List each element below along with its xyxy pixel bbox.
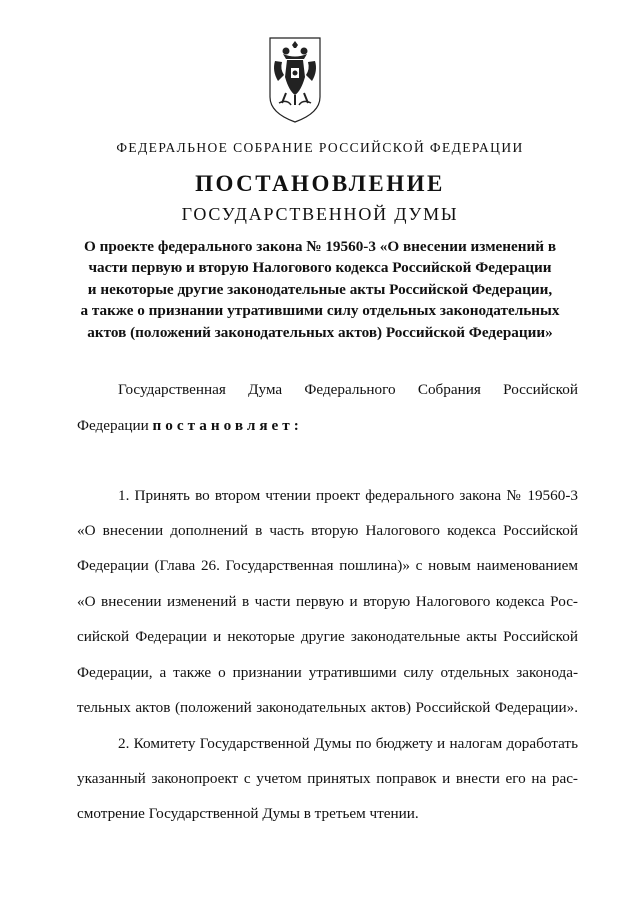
subject-line: части первую и вторую Налогового кодекса Российской Федерации	[88, 259, 552, 277]
paragraph-1-line: тельных актов (положений законодательных актов) Российской Федерации».	[77, 699, 578, 716]
resolution-verb: постановляет:	[152, 417, 303, 434]
subject-line: актов (положений законодательных актов) Российской Федерации»	[87, 323, 553, 341]
paragraph-1-line: «О внесении дополнений в часть вторую Налогового кодекса Российской	[77, 522, 578, 539]
paragraph-2-line: смотрение Государственной Думы в третьем чтении.	[77, 805, 419, 822]
paragraph-1-line: «О внесении изменений в части первую и вторую Налогового кодекса Рос-	[77, 593, 578, 610]
coat-of-arms-icon	[267, 35, 323, 125]
paragraph-1-line: сийской Федерации и некоторые другие законодательные акты Российской	[77, 628, 578, 645]
paragraph-2-line: 2. Комитету Государственной Думы по бюджету и налогам доработать	[118, 735, 578, 752]
subject-line: и некоторые другие законодательные акты Российской Федерации,	[87, 280, 553, 298]
document-subtitle: ГОСУДАРСТВЕННОЙ ДУМЫ	[181, 204, 459, 224]
organization-name: ФЕДЕРАЛЬНОЕ СОБРАНИЕ РОССИЙСКОЙ ФЕДЕРАЦИИ	[116, 140, 524, 155]
paragraph-1-line: Федерации, а также о признании утратившими силу отдельных законода-	[77, 664, 578, 681]
preamble-start: Федерации	[77, 417, 149, 434]
subject-line: а также о признании утратившими силу отдельных законодательных	[80, 302, 560, 320]
paragraph-1-line: Федерации (Глава 26. Государственная пошлина)» с новым наименованием	[77, 557, 578, 574]
document-title: ПОСТАНОВЛЕНИЕ	[195, 171, 445, 196]
document-subject	[60, 236, 580, 343]
subject-line: О проекте федерального закона № 19560-3 «О внесении изменений в	[83, 238, 557, 255]
paragraph-2-line: указанный законопроект с учетом принятых поправок и внести его на рас-	[77, 770, 578, 787]
paragraph-1-line: 1. Принять во втором чтении проект федерального закона № 19560-3	[118, 487, 578, 504]
preamble-line	[77, 417, 578, 435]
preamble-line: Государственная Дума Федерального Собрания Российской	[118, 381, 578, 398]
